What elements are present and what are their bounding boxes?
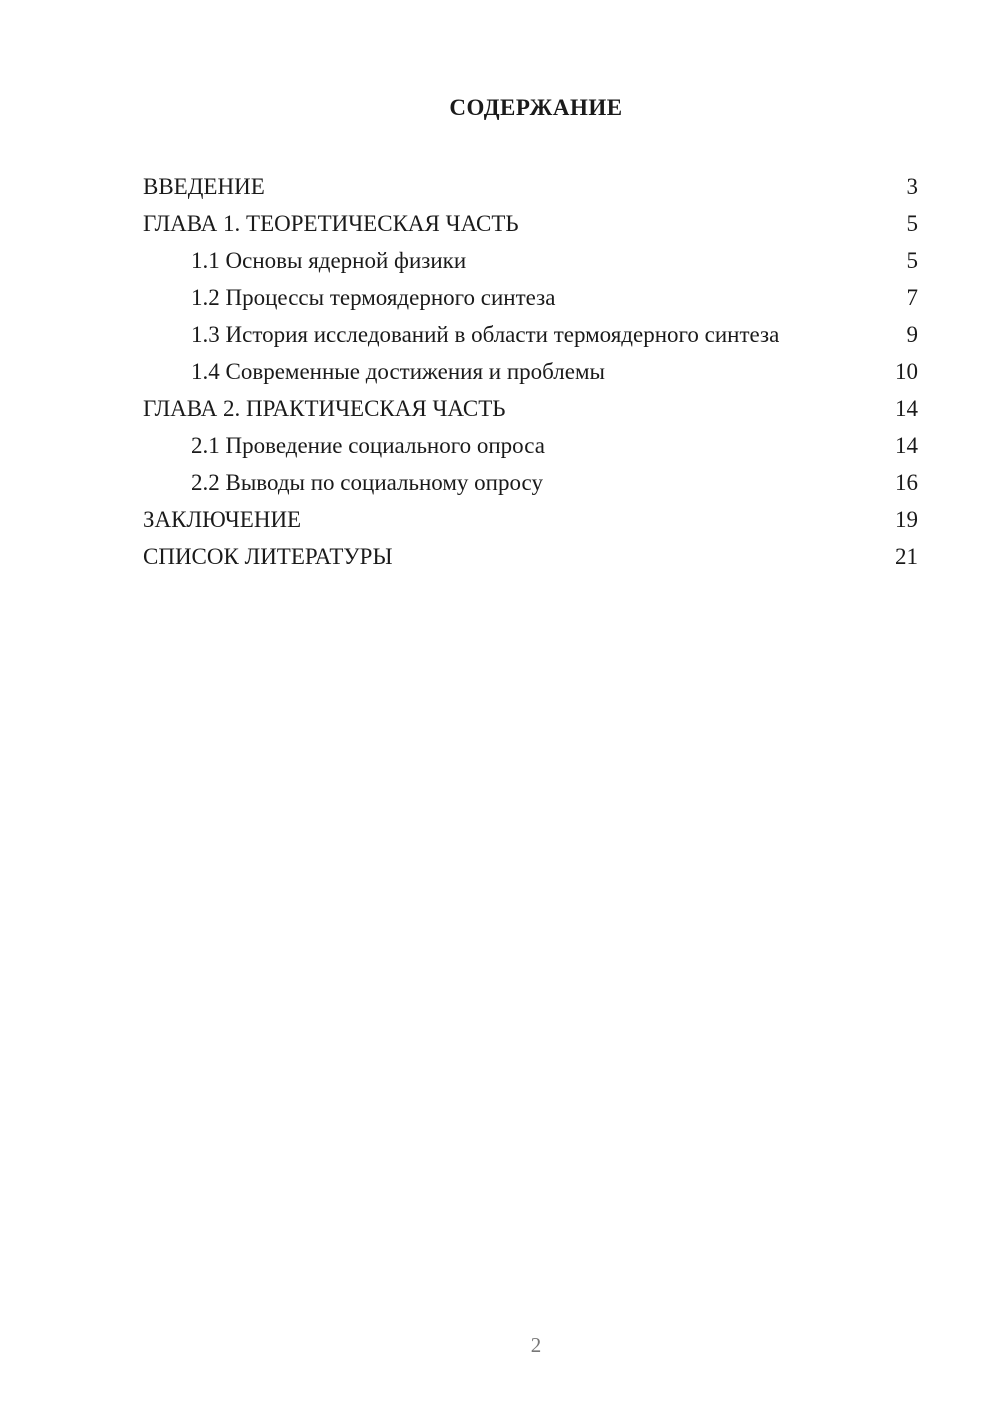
toc-entry-section-2-1[interactable] (143, 427, 918, 464)
toc-entry-chapter-1[interactable] (143, 205, 918, 242)
toc-entry-section-2-2[interactable] (143, 464, 918, 501)
toc-entry-references[interactable] (143, 538, 918, 575)
toc-entry-section-1-1[interactable] (143, 242, 918, 279)
toc-entry-label: 2.2 Выводы по социальному опросу (191, 470, 543, 495)
toc-entry-label: ВВЕДЕНИЕ (143, 174, 265, 199)
toc-entry-page: 10 (895, 359, 918, 384)
toc-entry-page: 3 (906, 174, 918, 199)
toc-entry-section-1-3[interactable] (143, 316, 918, 353)
toc-entry-section-1-4[interactable] (143, 353, 918, 390)
toc-entry-introduction[interactable] (143, 168, 918, 205)
toc-entry-page: 5 (906, 248, 918, 273)
toc-entry-page: 14 (895, 433, 918, 458)
toc-entry-page: 5 (906, 211, 918, 236)
toc-entry-label: ГЛАВА 1. ТЕОРЕТИЧЕСКАЯ ЧАСТЬ (143, 211, 519, 236)
toc-entry-label: 1.4 Современные достижения и проблемы (191, 359, 605, 384)
page-title: СОДЕРЖАНИЕ (449, 95, 623, 120)
page-number: 2 (530, 1333, 542, 1357)
toc-entry-label: ЗАКЛЮЧЕНИЕ (143, 507, 302, 532)
toc-entry-page: 21 (895, 544, 918, 569)
toc-entry-page: 16 (895, 470, 918, 495)
toc-entry-label: 1.3 История исследований в области термоядерного синтеза (191, 322, 780, 347)
toc-entry-page: 19 (895, 507, 918, 532)
toc-entry-label: СПИСОК ЛИТЕРАТУРЫ (143, 544, 393, 569)
toc-entry-page: 14 (895, 396, 918, 421)
toc-entry-label: 1.1 Основы ядерной физики (191, 248, 467, 273)
toc-entry-chapter-2[interactable] (143, 390, 918, 427)
toc-entry-page: 7 (906, 285, 918, 310)
toc-entry-page: 9 (906, 322, 918, 347)
toc-entry-conclusion[interactable] (143, 501, 918, 538)
toc-entry-label: 2.1 Проведение социального опроса (191, 433, 545, 458)
toc-entry-label: ГЛАВА 2. ПРАКТИЧЕСКАЯ ЧАСТЬ (143, 396, 506, 421)
toc-entry-section-1-2[interactable] (143, 279, 918, 316)
toc-entry-label: 1.2 Процессы термоядерного синтеза (191, 285, 556, 310)
table-of-contents (143, 168, 918, 575)
